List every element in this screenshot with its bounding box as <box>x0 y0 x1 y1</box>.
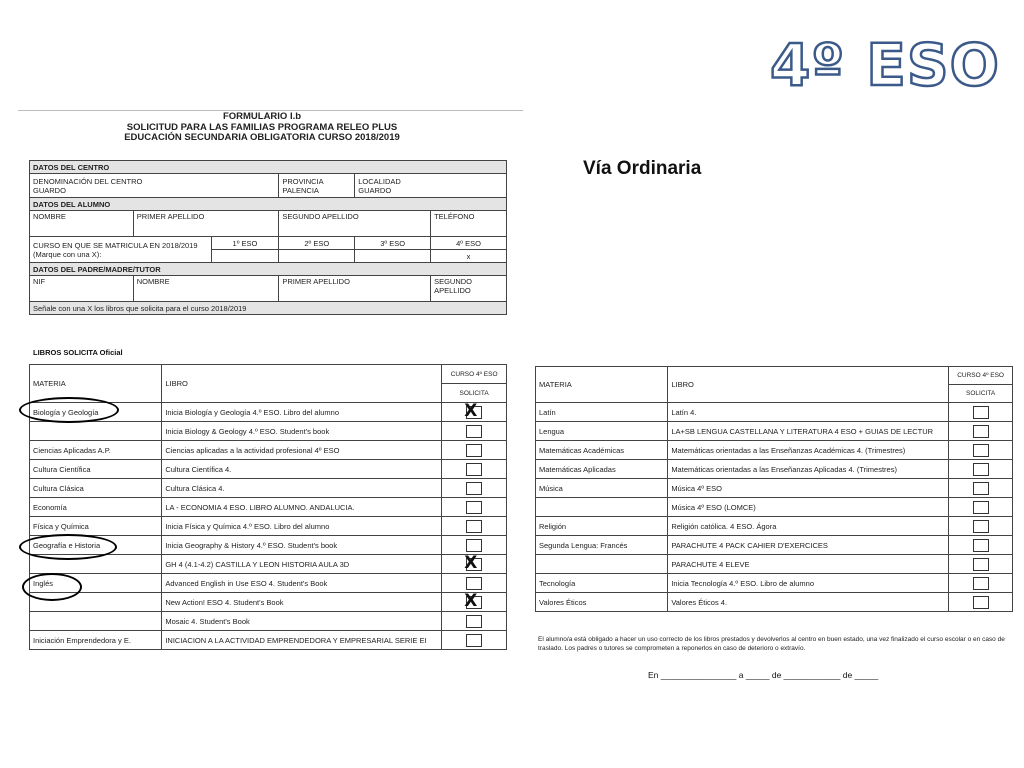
right-book-libro-cell: Latín 4. <box>668 403 949 422</box>
right-book-row <box>536 593 1013 612</box>
right-book-row <box>536 441 1013 460</box>
right-book-materia-cell: Latín <box>536 403 668 422</box>
form-header <box>18 112 506 144</box>
right-col-libro: LIBRO <box>668 367 949 403</box>
curso-4-label: 4º ESO <box>431 237 507 250</box>
handwritten-x-mark: X <box>464 553 478 573</box>
right-book-solicita-cell <box>949 517 1013 536</box>
request-checkbox[interactable] <box>973 482 989 495</box>
right-book-row <box>536 517 1013 536</box>
right-book-solicita-cell <box>949 574 1013 593</box>
curso-3-mark[interactable] <box>355 250 431 263</box>
footer-note: El alumno/a está obligado a hacer un uso correcto de los libros prestados y devolverlos al centro en buen estado, una vez finalizado el curso escolar o en caso de traslado. Los padres o tutores se comprometen a reponerlos en caso de deterioro o extravío. <box>538 636 1005 652</box>
left-col-libro: LIBRO <box>162 365 442 403</box>
curso-4-mark[interactable]: x <box>431 250 507 263</box>
oval-mark-ingles <box>22 573 82 601</box>
right-book-materia-cell: Música <box>536 479 668 498</box>
left-book-row <box>30 631 507 650</box>
left-book-solicita-cell <box>442 555 507 574</box>
right-book-row <box>536 403 1013 422</box>
alumno-nombre: NOMBRE <box>30 211 134 237</box>
left-book-materia-cell: Iniciación Emprendedora y E. <box>30 631 162 650</box>
right-book-solicita-cell <box>949 536 1013 555</box>
denominacion-value: GUARDO <box>33 185 66 195</box>
left-book-solicita-cell <box>442 631 507 650</box>
right-book-row <box>536 498 1013 517</box>
left-book-materia-cell <box>30 422 162 441</box>
left-book-row <box>30 460 507 479</box>
alumno-primer-apellido: PRIMER APELLIDO <box>133 211 279 237</box>
request-checkbox[interactable] <box>973 520 989 533</box>
right-book-libro-cell: Valores Éticos 4. <box>668 593 949 612</box>
signature-line: En ________________ a _____ de ____________ de _____ <box>648 670 879 680</box>
left-book-materia-cell: Cultura Clásica <box>30 479 162 498</box>
form-header-line2: SOLICITUD PARA LAS FAMILIAS PROGRAMA RELEO PLUS <box>126 121 398 133</box>
padre-band: DATOS DEL PADRE/MADRE/TUTOR <box>30 263 507 276</box>
left-book-solicita-cell <box>442 403 507 422</box>
curso-1-label: 1º ESO <box>211 237 279 250</box>
oval-mark-geografia <box>19 534 117 560</box>
request-checkbox[interactable] <box>466 463 482 476</box>
right-book-materia-cell: Lengua <box>536 422 668 441</box>
datos-form <box>29 160 507 315</box>
left-book-solicita-cell <box>442 517 507 536</box>
localidad-cell <box>355 174 507 198</box>
padre-nombre: NOMBRE <box>133 276 279 302</box>
denominacion-label: DENOMINACIÓN DEL CENTRO <box>33 176 143 186</box>
right-book-row <box>536 536 1013 555</box>
left-book-libro-cell: Inicia Biología y Geología 4.º ESO. Libro del alumno <box>162 403 442 422</box>
left-book-row <box>30 479 507 498</box>
left-book-row <box>30 612 507 631</box>
right-book-libro-cell: Matemáticas orientadas a las Enseñanzas Aplicadas 4. (Trimestres) <box>668 460 949 479</box>
right-book-libro-cell: Matemáticas orientadas a las Enseñanzas Académicas 4. (Trimestres) <box>668 441 949 460</box>
request-checkbox[interactable] <box>973 501 989 514</box>
form-header-line3: EDUCACIÓN SECUNDARIA OBLIGATORIA CURSO 2018/2019 <box>124 132 400 143</box>
request-checkbox[interactable] <box>466 444 482 457</box>
right-book-materia-cell: Matemáticas Aplicadas <box>536 460 668 479</box>
left-book-libro-cell: GH 4 (4.1-4.2) CASTILLA Y LEON HISTORIA AULA 3D <box>162 555 442 574</box>
request-checkbox[interactable] <box>973 406 989 419</box>
request-checkbox[interactable] <box>466 501 482 514</box>
handwritten-x-mark: X <box>464 591 478 611</box>
provincia-value: PALENCIA <box>282 185 319 195</box>
right-book-libro-cell: Música 4º ESO (LOMCE) <box>668 498 949 517</box>
alumno-segundo-apellido: SEGUNDO APELLIDO <box>279 211 431 237</box>
left-book-solicita-cell <box>442 460 507 479</box>
right-col-solicita: SOLICITA <box>949 385 1013 403</box>
right-book-solicita-cell <box>949 555 1013 574</box>
left-book-solicita-cell <box>442 612 507 631</box>
left-book-row <box>30 574 507 593</box>
padre-nif: NIF <box>30 276 134 302</box>
right-book-materia-cell: Segunda Lengua: Francés <box>536 536 668 555</box>
request-checkbox[interactable] <box>973 596 989 609</box>
left-book-libro-cell: LA - ECONOMIA 4 ESO. LIBRO ALUMNO. ANDALUCIA. <box>162 498 442 517</box>
left-book-libro-cell: New Action! ESO 4. Student's Book <box>162 593 442 612</box>
centro-band: DATOS DEL CENTRO <box>30 161 507 174</box>
left-book-solicita-cell <box>442 479 507 498</box>
left-book-solicita-cell <box>442 498 507 517</box>
request-checkbox[interactable] <box>973 463 989 476</box>
curso-2-label: 2º ESO <box>279 237 355 250</box>
form-header-line1: FORMULARIO I.b <box>222 111 302 122</box>
provincia-cell <box>279 174 355 198</box>
right-book-solicita-cell <box>949 498 1013 517</box>
oval-mark-biologia <box>19 397 119 423</box>
request-checkbox[interactable] <box>973 539 989 552</box>
left-book-solicita-cell <box>442 536 507 555</box>
left-book-materia-cell: Economía <box>30 498 162 517</box>
padre-segundo-apellido: SEGUNDO APELLIDO <box>431 276 507 302</box>
request-checkbox[interactable] <box>973 577 989 590</box>
left-book-libro-cell: Inicia Geography & History 4.º ESO. Student's book <box>162 536 442 555</box>
right-book-row <box>536 460 1013 479</box>
right-book-materia-cell <box>536 498 668 517</box>
right-book-libro-cell: PARACHUTE 4 PACK CAHIER D'EXERCICES <box>668 536 949 555</box>
request-checkbox[interactable] <box>466 577 482 590</box>
curso-1-mark[interactable] <box>211 250 279 263</box>
libros-title: LIBROS SOLICITA Oficial <box>33 348 123 357</box>
request-checkbox[interactable] <box>466 615 482 628</box>
slide-title: 4º ESO <box>770 31 1000 99</box>
padre-primer-apellido: PRIMER APELLIDO <box>279 276 431 302</box>
left-book-materia-cell: Biología y Geología <box>30 403 162 422</box>
left-book-materia-cell: Física y Química <box>30 517 162 536</box>
left-col-solicita: SOLICITA <box>442 384 507 403</box>
left-book-materia-cell: Ciencias Aplicadas A.P. <box>30 441 162 460</box>
left-book-row <box>30 498 507 517</box>
curso-label: CURSO EN QUE SE MATRICULA EN 2018/2019 (Marque con una X): <box>30 237 212 263</box>
request-checkbox[interactable] <box>466 634 482 647</box>
left-book-row <box>30 422 507 441</box>
left-book-libro-cell: Cultura Científica 4. <box>162 460 442 479</box>
right-book-materia-cell: Tecnología <box>536 574 668 593</box>
request-checkbox[interactable] <box>466 520 482 533</box>
denominacion-cell <box>30 174 279 198</box>
request-checkbox[interactable] <box>466 425 482 438</box>
right-books-table <box>535 366 1013 612</box>
left-book-row <box>30 517 507 536</box>
padre-note: Señale con una X los libros que solicita para el curso 2018/2019 <box>30 302 507 315</box>
left-book-solicita-cell <box>442 574 507 593</box>
alumno-telefono: TELÉFONO <box>431 211 507 237</box>
right-book-solicita-cell <box>949 441 1013 460</box>
left-book-materia-cell: Geografía e Historia <box>30 536 162 555</box>
curso-2-mark[interactable] <box>279 250 355 263</box>
left-book-libro-cell: Advanced English in Use ESO 4. Student's Book <box>162 574 442 593</box>
request-checkbox[interactable] <box>466 482 482 495</box>
left-book-row <box>30 441 507 460</box>
left-book-solicita-cell <box>442 441 507 460</box>
right-book-row <box>536 574 1013 593</box>
right-book-solicita-cell <box>949 479 1013 498</box>
left-book-materia-cell: Inglés <box>30 574 162 593</box>
provincia-label: PROVINCIA <box>282 176 324 186</box>
left-book-libro-cell: Inicia Física y Química 4.º ESO. Libro del alumno <box>162 517 442 536</box>
localidad-label: LOCALIDAD <box>358 176 401 186</box>
left-col-materia: MATERIA <box>30 365 162 403</box>
left-book-libro-cell: Inicia Biology & Geology 4.º ESO. Student's book <box>162 422 442 441</box>
request-checkbox[interactable] <box>973 425 989 438</box>
alumno-band: DATOS DEL ALUMNO <box>30 198 507 211</box>
curso-3-label: 3º ESO <box>355 237 431 250</box>
right-col-materia: MATERIA <box>536 367 668 403</box>
right-book-solicita-cell <box>949 593 1013 612</box>
right-book-row <box>536 422 1013 441</box>
right-book-libro-cell: Religión católica. 4 ESO. Ágora <box>668 517 949 536</box>
request-checkbox[interactable] <box>973 444 989 457</box>
right-book-libro-cell: Música 4º ESO <box>668 479 949 498</box>
right-col-curso: CURSO 4º ESO <box>949 367 1013 385</box>
handwritten-x-mark: X <box>464 401 478 421</box>
via-ordinaria-heading: Vía Ordinaria <box>583 158 702 179</box>
right-book-row <box>536 555 1013 574</box>
left-book-libro-cell: Ciencias aplicadas a la actividad profesional 4º ESO <box>162 441 442 460</box>
right-book-libro-cell: PARACHUTE 4 ELEVE <box>668 555 949 574</box>
left-book-row <box>30 555 507 574</box>
right-book-materia-cell <box>536 555 668 574</box>
left-book-materia-cell: Cultura Científica <box>30 460 162 479</box>
right-book-libro-cell: LA+SB LENGUA CASTELLANA Y LITERATURA 4 ESO + GUIAS DE LECTUR <box>668 422 949 441</box>
right-book-solicita-cell <box>949 460 1013 479</box>
left-book-libro-cell: Mosaic 4. Student's Book <box>162 612 442 631</box>
left-book-libro-cell: INICIACION A LA ACTIVIDAD EMPRENDEDORA Y EMPRESARIAL SERIE EI <box>162 631 442 650</box>
right-book-solicita-cell <box>949 403 1013 422</box>
right-book-materia-cell: Religión <box>536 517 668 536</box>
right-book-solicita-cell <box>949 422 1013 441</box>
localidad-value: GUARDO <box>358 185 392 195</box>
right-book-row <box>536 479 1013 498</box>
left-book-row <box>30 593 507 612</box>
right-book-libro-cell: Inicia Tecnología 4.º ESO. Libro de alumno <box>668 574 949 593</box>
left-book-solicita-cell <box>442 593 507 612</box>
request-checkbox[interactable] <box>973 558 989 571</box>
left-book-solicita-cell <box>442 422 507 441</box>
left-book-libro-cell: Cultura Clásica 4. <box>162 479 442 498</box>
request-checkbox[interactable] <box>466 539 482 552</box>
right-book-materia-cell: Valores Éticos <box>536 593 668 612</box>
left-book-materia-cell <box>30 612 162 631</box>
right-book-materia-cell: Matemáticas Académicas <box>536 441 668 460</box>
left-col-curso: CURSO 4º ESO <box>442 365 507 384</box>
